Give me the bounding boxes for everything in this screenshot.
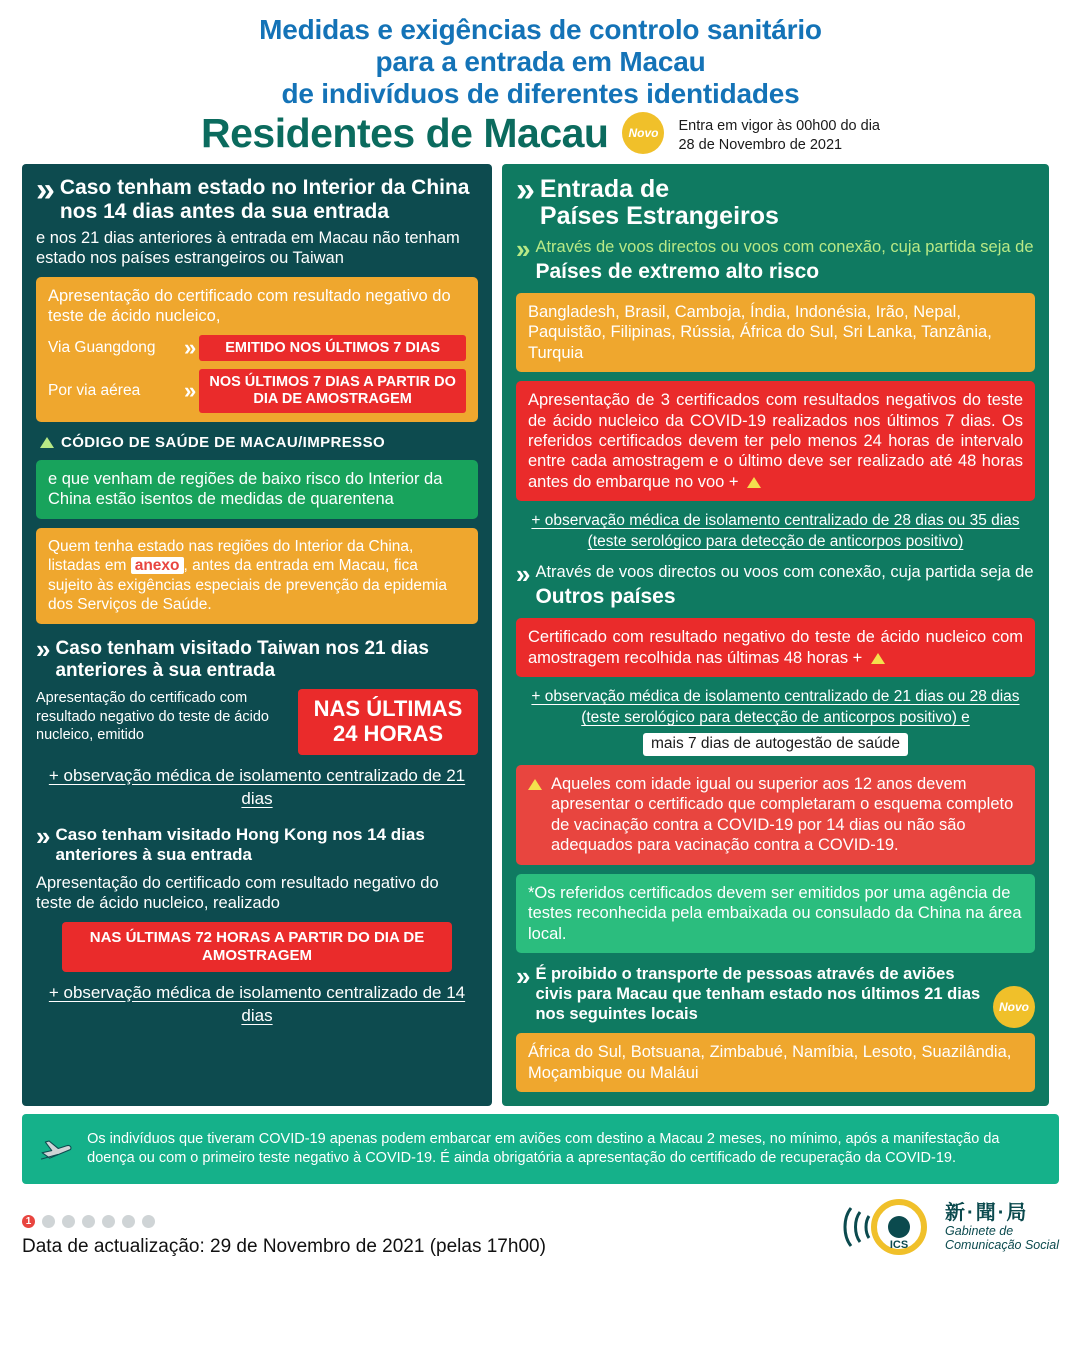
effective-line-2: 28 de Novembro de 2021 — [678, 136, 843, 153]
three-certificates-box — [516, 381, 1035, 501]
chevron-right-icon: » — [36, 633, 48, 664]
chevron-right-icon: » — [516, 961, 528, 991]
page-dot[interactable] — [142, 1215, 155, 1228]
high-risk-subtext — [535, 238, 1033, 284]
gcs-logo — [843, 1196, 1059, 1258]
hongkong-heading-block — [36, 820, 478, 865]
triangle-up-icon — [40, 437, 54, 448]
taiwan-cert-text: Apresentação do certificado com resultado negativo do teste de ácido nucleico, emitido — [36, 690, 269, 743]
codigo-saude-label: CÓDIGO DE SAÚDE DE MACAU/IMPRESSO — [61, 433, 386, 451]
triangle-up-icon — [871, 653, 885, 664]
taiwan-heading-block — [36, 633, 478, 682]
other-countries-subtext — [535, 563, 1033, 609]
high-risk-sub-bold: Países de extremo alto risco — [535, 259, 820, 283]
effective-date — [678, 117, 880, 153]
high-risk-countries-list: Bangladesh, Brasil, Camboja, Índia, Indonésia, Irão, Nepal, Paquistão, Filipinas, Rússia, África do Sul, Sri Lanka, Tanzânia, Turquia — [528, 302, 992, 362]
anexo-text-part-1: Quem tenha estado nas regiões do Interior da China, listadas em — [48, 537, 414, 575]
page-dot[interactable] — [102, 1215, 115, 1228]
chevron-right-icon: » — [516, 170, 532, 209]
chevron-right-icon: » — [36, 170, 52, 209]
via-aerea-row — [48, 369, 466, 412]
foreign-heading — [540, 176, 779, 231]
via-guangdong-row — [48, 335, 466, 362]
footer-note-text: Os indivíduos que tiveram COVID-19 apenas podem embarcar em aviões com destino a Macau 2 meses, no mínimo, após a manifestação da doença ou com o primeiro teste negativo à COVID-19. É ainda obrigatória a apresentação do certificado de recuperação da COVID-19. — [87, 1131, 1000, 1167]
vaccine-note-text: Aqueles com idade igual ou superior aos 12 anos devem apresentar o certificado que completaram o esquema completo de vacinação contra a COVID-19 por 14 dias ou não são adequados para vacinação contra a COVID-19. — [551, 774, 1014, 855]
taiwan-observation-note: + observação médica de isolamento centralizado de 21 dias — [48, 765, 466, 808]
china-heading-block — [36, 170, 478, 224]
via-aerea-value: NOS ÚLTIMOS 7 DIAS A PARTIR DO DIA DE AMOSTRAGEM — [199, 369, 466, 412]
content-board — [22, 164, 1059, 1107]
high-risk-subheading — [516, 233, 1035, 284]
observation-21-text: + observação médica de isolamento centralizado de 21 dias ou 28 dias (teste serológico para detecção de anticorpos positivo) e — [531, 688, 1020, 726]
agency-note-text: *Os referidos certificados devem ser emitidos por uma agência de testes reconhecida pela embaixada ou consulado da China na área local. — [528, 883, 1022, 943]
taiwan-tag-line-2: 24 HORAS — [332, 721, 444, 747]
low-risk-text: e que venham de regiões de baixo risco do Interior da China estão isentos de medidas de quarentena — [48, 469, 443, 509]
gcs-logo-cn: 新·聞·局 — [945, 1201, 1029, 1224]
page-dot-active[interactable]: 1 — [22, 1215, 35, 1228]
effective-line-1: Entra em vigor às 00h00 do dia — [678, 118, 880, 135]
gcs-emblem-icon — [843, 1196, 935, 1258]
foreign-heading-block — [516, 170, 1035, 231]
gcs-logo-text — [945, 1202, 1059, 1253]
footer-left — [22, 1215, 546, 1258]
agency-note-box — [516, 874, 1035, 953]
china-certificate-text: Apresentação do certificado com resultado negativo do teste de ácido nucleico, — [48, 286, 451, 326]
three-certificates-body: Apresentação de 3 certificados com resultados negativos do teste de ácido nucleico da COVID-19 realizados nos últimos 7 dias. Os referidos certificados devem ter pelo menos 24 horas de intervalo entre cada amostragem e o último deve ser realizado até 48 horas antes do embarque no voo + — [528, 391, 1023, 491]
hongkong-cert-text: Apresentação do certificado com resultado negativo do teste de ácido nucleico, realizado — [36, 873, 439, 912]
vaccine-note-box — [516, 765, 1035, 865]
gcs-logo-pt-line-2: Comunicação Social — [945, 1238, 1059, 1253]
other-countries-cert-box — [516, 618, 1035, 677]
foreign-heading-line-1: Entrada de — [539, 174, 670, 203]
page-title: Residentes de Macau — [200, 109, 609, 156]
prohibit-novo-badge: Novo — [993, 986, 1035, 1028]
page-dot[interactable] — [82, 1215, 95, 1228]
page-dots[interactable] — [22, 1215, 546, 1228]
other-countries-sub-bold: Outros países — [535, 584, 676, 608]
header-line-1: Medidas e exigências de controlo sanitário — [259, 14, 822, 45]
china-certificate-box — [36, 277, 478, 422]
svg-text:ICS: ICS — [889, 1239, 909, 1252]
other-countries-subheading — [516, 559, 1035, 609]
china-subtext: e nos 21 dias anteriores à entrada em Macau não tenham estado nos países estrangeiros ou Taiwan — [36, 228, 460, 267]
page-dot[interactable] — [62, 1215, 75, 1228]
left-column — [22, 164, 492, 1107]
china-heading: Caso tenham estado no Interior da China nos 14 dias antes da sua entrada — [59, 175, 470, 223]
taiwan-time-tag — [298, 689, 478, 754]
codigo-saude-row — [40, 434, 478, 451]
other-countries-cert-body: Certificado com resultado negativo do teste de ácido nucleico com amostragem recolhida nas últimas 48 horas + — [528, 628, 1023, 667]
taiwan-heading: Caso tenham visitado Taiwan nos 21 dias anteriores à sua entrada — [55, 637, 429, 681]
prohibit-text: É proibido o transporte de pessoas através de aviões civis para Macau que tenham estado nos últimos 21 dias nos seguintes locais — [535, 965, 981, 1023]
hongkong-time-tag: NAS ÚLTIMAS 72 HORAS A PARTIR DO DIA DE AMOSTRAGEM — [62, 922, 452, 972]
foreign-heading-line-2: Países Estrangeiros — [539, 202, 779, 231]
triangle-up-icon — [528, 779, 542, 790]
other-countries-sub-desc: Através de voos directos ou voos com conexão, cuja partida seja de — [535, 563, 1034, 582]
update-date: Data de actualização: 29 de Novembro de 2021 (pelas 17h00) — [22, 1236, 546, 1258]
taiwan-cert-row — [36, 689, 478, 754]
page-dot[interactable] — [42, 1215, 55, 1228]
header-subtitle — [0, 14, 1081, 110]
anexo-keyword: anexo — [131, 557, 184, 574]
via-guangdong-label: Via Guangdong — [48, 339, 156, 357]
prohibit-countries-box — [516, 1033, 1035, 1092]
chevron-right-icon: » — [516, 559, 528, 590]
taiwan-tag-line-1: NAS ÚLTIMAS — [313, 696, 463, 722]
page-footer — [22, 1196, 1059, 1258]
high-risk-sub-desc: Através de voos directos ou voos com conexão, cuja partida seja de — [535, 237, 1034, 256]
high-risk-countries-box — [516, 293, 1035, 372]
header-line-3: de indivíduos de diferentes identidades — [281, 77, 800, 109]
via-aerea-label: Por via aérea — [48, 382, 141, 400]
chevron-right-icon: » — [36, 820, 48, 851]
self-health-management-highlight: mais 7 dias de autogestão de saúde — [643, 733, 908, 756]
header-line-2: para a entrada em Macau — [375, 45, 706, 77]
anexo-box — [36, 528, 478, 624]
chevron-right-icon: » — [516, 233, 528, 264]
anexo-text-part-2: , antes da entrada em Macau, fica sujeito às exigências especiais de prevenção da epidemia dos Serviços de Saúde. — [48, 557, 447, 614]
novo-badge: Novo — [622, 112, 664, 154]
observation-28-note: + observação médica de isolamento centralizado de 28 dias ou 35 dias (teste serológico para detecção de anticorpos positivo) — [531, 512, 1020, 551]
footer-note-strip — [22, 1114, 1059, 1184]
prohibit-countries-list: África do Sul, Botsuana, Zimbabué, Namíbia, Lesoto, Suazilândia, Moçambique ou Maláui — [528, 1043, 1012, 1082]
via-guangdong-value: EMITIDO NOS ÚLTIMOS 7 DIAS — [199, 335, 466, 362]
airplane-icon — [40, 1126, 73, 1172]
low-risk-box — [36, 460, 478, 519]
chevron-right-icon: » — [184, 378, 194, 404]
page-dot[interactable] — [122, 1215, 135, 1228]
hongkong-heading: Caso tenham visitado Hong Kong nos 14 dias anteriores à sua entrada — [55, 824, 425, 864]
page-header — [0, 0, 1081, 158]
right-column — [502, 164, 1049, 1107]
three-certificates-text — [528, 390, 1023, 492]
chevron-right-icon: » — [184, 335, 194, 361]
gcs-logo-pt-line-1: Gabinete de — [945, 1223, 1014, 1238]
prohibit-block — [516, 961, 1035, 1024]
header-title-row — [0, 109, 1081, 156]
other-countries-cert-text — [528, 627, 1023, 668]
observation-21-note — [516, 687, 1035, 756]
triangle-up-icon — [747, 477, 761, 488]
hongkong-observation-note: + observação médica de isolamento centralizado de 14 dias — [48, 982, 466, 1025]
anexo-text — [48, 537, 466, 615]
